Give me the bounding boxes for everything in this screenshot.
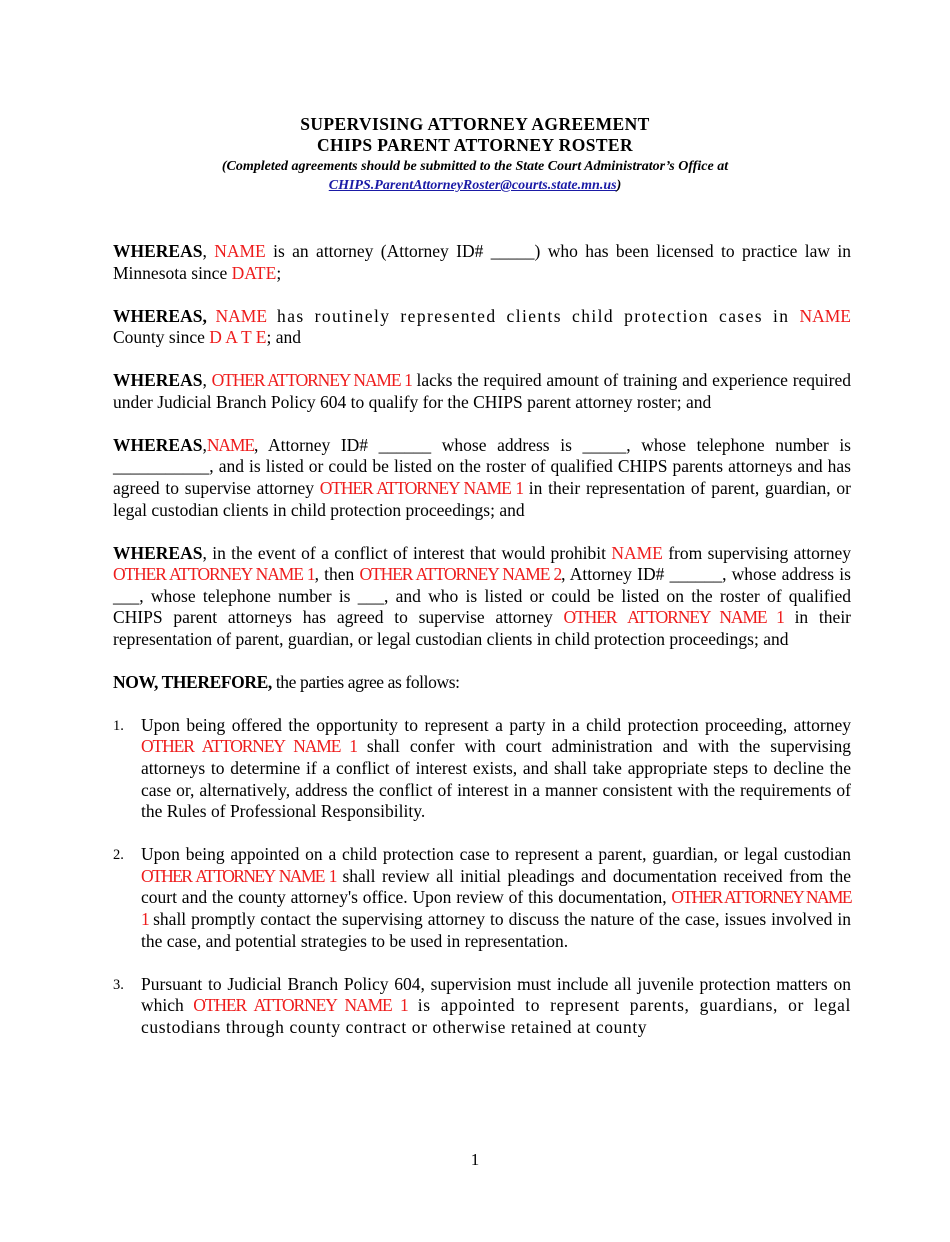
- list-item-number: 1.: [113, 717, 124, 734]
- list-item-text: shall review all initial pleadings and documentation received from the court and the county attorney's office. Upon review of this documentation,: [141, 865, 851, 908]
- document-body: [113, 241, 851, 1060]
- placeholder-name: NAME: [214, 241, 266, 261]
- paragraph-text: in their representation of parent, guardian, or legal custodian clients in child protection proceedings; and: [113, 477, 851, 520]
- whereas-keyword: WHEREAS: [113, 370, 203, 391]
- paragraph-text: County since: [113, 327, 210, 348]
- paragraph-text: , in the event of a conflict of interest that would prohibit: [202, 542, 612, 563]
- list-item: [113, 844, 851, 952]
- submission-note: [0, 157, 950, 195]
- list-item-text: Pursuant to Judicial Branch Policy 604, supervision must include all juvenile protection matters on which: [141, 973, 851, 1016]
- agreement-terms-list: [113, 715, 851, 1039]
- list-item-text: Upon being offered the opportunity to represent a party in a child protection proceeding, attorney: [141, 714, 851, 735]
- whereas-paragraph-5: [113, 543, 851, 651]
- roster-email-link[interactable]: CHIPS.ParentAttorneyRoster@courts.state.mn.us: [328, 178, 617, 193]
- paragraph-text: has routinely represented clients child protection cases in: [267, 305, 800, 326]
- list-item: [113, 974, 851, 1039]
- list-item-number: 2.: [113, 847, 124, 864]
- title-line-1: SUPERVISING ATTORNEY AGREEMENT: [300, 114, 650, 134]
- paragraph-text: lacks the required amount of training and experience required under Judicial Branch Policy 604 to qualify for the CHIPS parent attorney roster; and: [113, 370, 852, 412]
- title-line-2: CHIPS PARENT ATTORNEY ROSTER: [316, 135, 634, 155]
- paragraph-text: from supervising attorney: [662, 542, 851, 563]
- placeholder-name: NAME: [611, 542, 663, 563]
- placeholder-other-attorney-1: OTHER ATTORNEY NAME 1: [141, 865, 336, 886]
- list-item-text: Upon being appointed on a child protection case to represent a parent, guardian, or legal custodian: [141, 844, 851, 865]
- whereas-keyword: WHEREAS: [113, 241, 203, 261]
- placeholder-date: DATE: [231, 262, 277, 283]
- whereas-keyword: WHEREAS,: [113, 305, 207, 326]
- document-header: [0, 114, 950, 195]
- list-item-text: shall promptly contact the supervising attorney to discuss the nature of the case, issues involved in the case, and potential strategies to be used in representation.: [141, 908, 851, 951]
- placeholder-name: NAME: [215, 305, 268, 326]
- placeholder-other-attorney-1: OTHER ATTORNEY NAME 1: [141, 887, 851, 929]
- list-item-text: is appointed to represent parents, guardians, or legal custodians through county contract or otherwise retained at county: [141, 995, 851, 1037]
- whereas-paragraph-4: WHEREAS,NAME, Attorney ID# ______ whose address is _____, whose telephone number is ___________, and is listed or could be listed on the roster of qualified CHIPS parents attorneys and has agreed to supervise attorney OTHER ATTORNEY NAME 1 in their representation of parent, guardian, or legal custodian clients in child protection proceedings; and: [113, 434, 851, 520]
- submission-note-close: ): [616, 178, 622, 193]
- whereas-paragraph-3: WHEREAS, OTHER ATTORNEY NAME 1 lacks the required amount of training and experience required under Judicial Branch Policy 604 to qualify for the CHIPS parent attorney roster; and: [113, 370, 852, 412]
- placeholder-name: NAME: [206, 434, 254, 455]
- paragraph-text: ; and: [266, 327, 301, 348]
- now-therefore-paragraph: [113, 672, 851, 694]
- placeholder-county-name: NAME: [799, 305, 851, 326]
- paragraph-text: in their representation of parent, guardian, or legal custodian clients in child protection proceedings; and: [113, 607, 852, 649]
- paragraph-text: the parties agree as follows:: [271, 671, 460, 692]
- placeholder-other-attorney-1: OTHER ATTORNEY NAME 1: [113, 564, 315, 585]
- whereas-paragraph-1: WHEREAS, NAME is an attorney (Attorney ID# _____) who has been licensed to practice law in Minnesota since DATE;: [113, 241, 851, 283]
- now-therefore-keyword: NOW, THEREFORE,: [113, 671, 272, 692]
- placeholder-other-attorney-1-part-a: OTHER: [563, 607, 617, 628]
- placeholder-other-attorney-1-part-b: ATTORNEY NAME 1: [627, 607, 784, 628]
- placeholder-other-attorney-2: OTHER ATTORNEY NAME 2: [359, 564, 562, 585]
- whereas-keyword: WHEREAS: [113, 434, 203, 455]
- whereas-paragraph-2: [113, 306, 851, 349]
- placeholder-date: D A T E: [209, 327, 267, 348]
- placeholder-other-attorney-1: OTHER ATTORNEY NAME 1: [211, 370, 412, 391]
- placeholder-other-attorney-1: OTHER ATTORNEY NAME 1: [319, 477, 523, 498]
- whereas-keyword: WHEREAS: [113, 542, 203, 563]
- placeholder-other-attorney-1: OTHER ATTORNEY NAME 1: [193, 995, 408, 1016]
- list-item-text: shall confer with court administration and with the supervising attorneys to determine if a conflict of interest exists, and shall take appropriate steps to decline the case or, alternatively, address the conflict of interest in a manner consistent with the requirements of the Rules of Professional Responsibility.: [141, 736, 851, 822]
- placeholder-other-attorney-1: OTHER ATTORNEY NAME 1: [141, 736, 357, 757]
- list-item-number: 3.: [113, 976, 124, 993]
- page-number: 1: [470, 1150, 480, 1169]
- paragraph-text: , Attorney ID# ______, whose address is ___, whose telephone number is ___, and who is listed or could be listed on the roster of qualified CHIPS parent attorneys has agreed to supervise attorney: [113, 564, 851, 628]
- submission-note-text: (Completed agreements should be submitted to the State Court Administrator’s Office at: [221, 159, 729, 174]
- paragraph-text: , then: [314, 564, 360, 585]
- paragraph-text: , Attorney ID# ______ whose address is _____, whose telephone number is ___________, and is listed or could be listed on the roster of qualified CHIPS parents attorneys and has agreed to supervise attorney: [113, 434, 851, 498]
- paragraph-text: ;: [276, 262, 282, 283]
- list-item: [113, 715, 851, 823]
- paragraph-text: is an attorney (Attorney ID# _____) who has been licensed to practice law in Minnesota since: [113, 241, 851, 283]
